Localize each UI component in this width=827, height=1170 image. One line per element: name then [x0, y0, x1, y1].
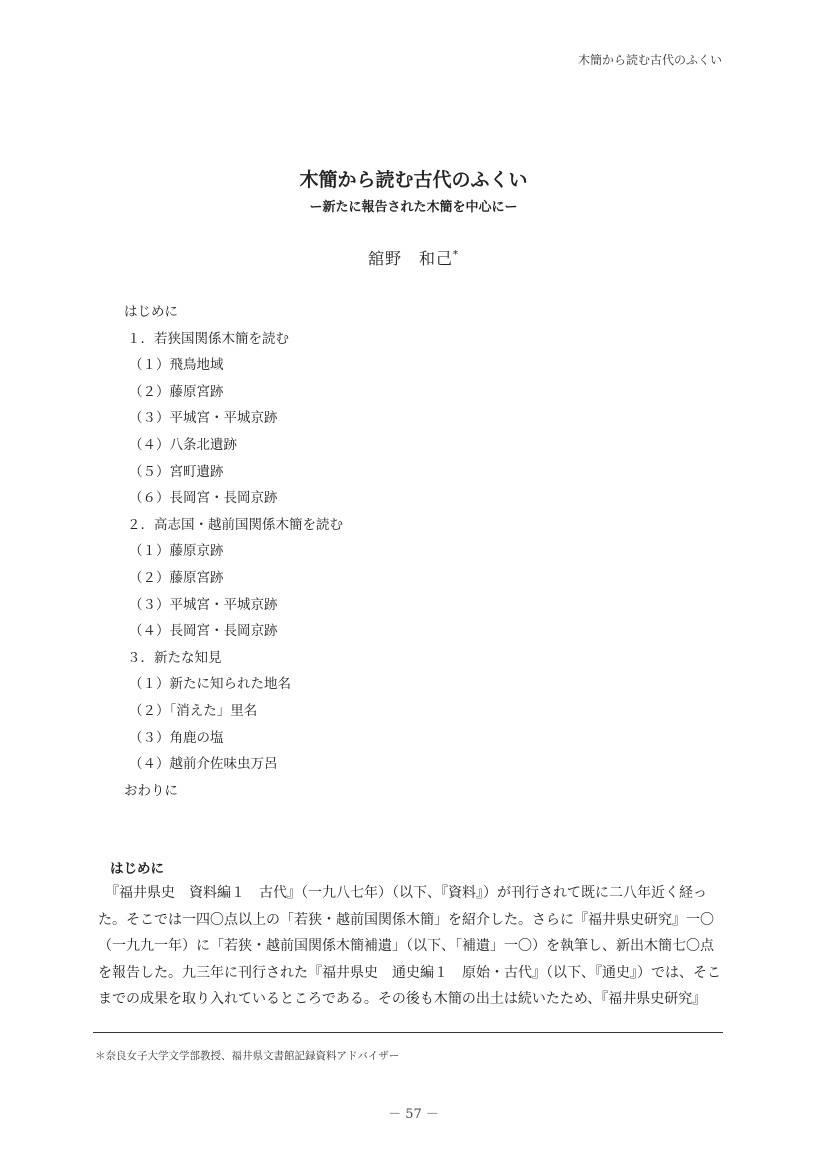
- paper-subtitle: ー新たに報告された木簡を中心にー: [309, 200, 518, 215]
- author-footnote-mark: *: [453, 249, 459, 261]
- paper-title: 木簡から読む古代のふくい: [299, 169, 528, 191]
- toc-item: ３．新たな知見: [127, 649, 222, 666]
- toc-item: （５）宮町遺跡: [129, 463, 224, 480]
- page-number: － 57 －: [388, 1107, 439, 1122]
- body-line: 『福井県史 資料編１ 古代』（一九八七年）（以下、『資料』）が刊行されて既に二八年近く経っ: [98, 885, 707, 901]
- toc-item: （２）藤原宮跡: [129, 383, 224, 400]
- running-header: 木簡から読む古代のふくい: [577, 53, 722, 67]
- toc-item: （３）平城宮・平城京跡: [129, 410, 278, 427]
- toc-item: （３）平城宮・平城京跡: [129, 596, 278, 613]
- author-name: 舘野 和己: [367, 249, 453, 268]
- table-of-contents: [124, 299, 343, 804]
- toc-item: １．若狭国関係木簡を読む: [127, 330, 289, 347]
- toc-item: （４）越前介佐味虫万呂: [129, 756, 278, 773]
- toc-item: （２）藤原宮跡: [129, 569, 224, 586]
- body-line: （一九九一年）に「若狭・越前国関係木簡補遺」（以下、「補遺」一〇）を執筆し、新出木簡七〇点: [98, 938, 714, 955]
- footnote-divider: [93, 1032, 723, 1033]
- toc-item: （２）「消えた」里名: [129, 702, 258, 719]
- body-line: た。そこでは一四〇点以上の「若狭・越前国関係木簡」を紹介した。さらに『福井県史研究』一〇: [98, 911, 714, 928]
- toc-item: （１）飛鳥地域: [129, 357, 224, 374]
- toc-item: （４）長岡宮・長岡京跡: [129, 623, 278, 640]
- footnote: ＊奈良女子大学文学部教授、福井県文書館記録資料アドバイザー: [95, 1050, 400, 1062]
- toc-item: はじめに: [124, 304, 178, 320]
- body-line: までの成果を取り入れているところである。その後も木簡の出土は続いたため、『福井県史研究』: [98, 991, 707, 1008]
- toc-item: （４）八条北遺跡: [129, 436, 237, 453]
- toc-item: （３）角鹿の塩: [129, 729, 224, 746]
- toc-item: ２．高志国・越前国関係木簡を読む: [127, 516, 343, 533]
- section-heading: はじめに: [110, 861, 164, 877]
- body-line: を報告した。九三年に刊行された『福井県史 通史編１ 原始・古代』（以下、『通史』）では、そこ: [98, 964, 721, 981]
- toc-item: （６）長岡宮・長岡京跡: [129, 490, 278, 507]
- toc-item: （１）藤原京跡: [129, 543, 224, 560]
- toc-item: おわりに: [124, 782, 178, 799]
- toc-item: （１）新たに知られた地名: [129, 676, 291, 693]
- body-paragraph: [98, 880, 723, 1013]
- author: [0, 246, 827, 269]
